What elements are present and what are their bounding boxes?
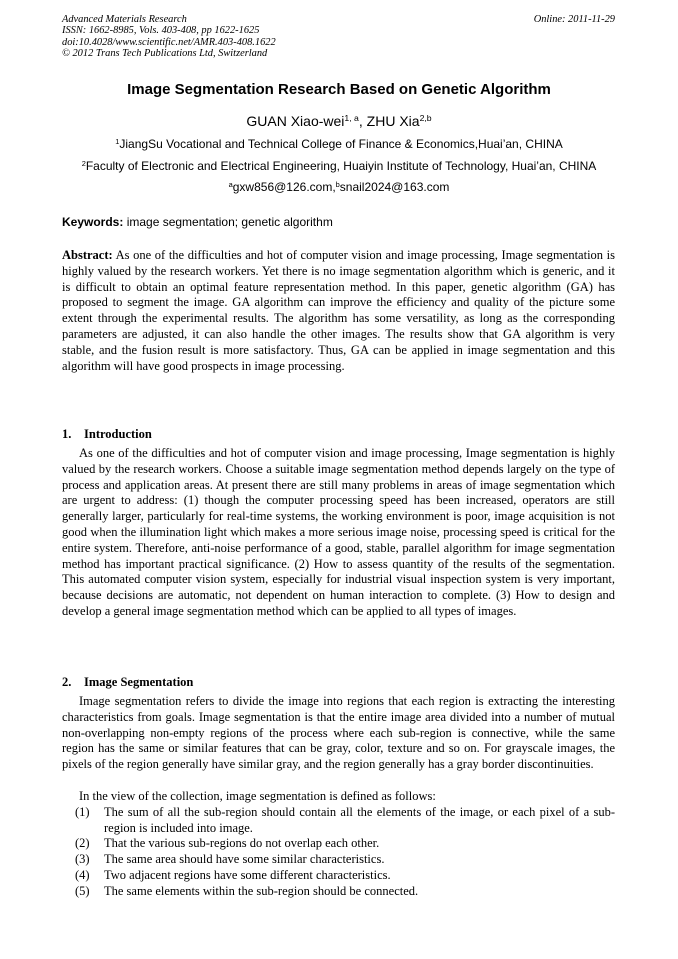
section-1-number: 1. xyxy=(62,427,72,441)
affiliation-2 xyxy=(0,159,678,173)
list-item xyxy=(62,805,615,837)
journal-header xyxy=(62,14,615,60)
section-2-number: 2. xyxy=(62,675,72,689)
list-item-number: (5) xyxy=(75,883,90,898)
list-item-number: (1) xyxy=(75,804,90,819)
keywords-label: Keywords: xyxy=(62,215,124,229)
affiliation-2-sup: 2 xyxy=(81,158,86,168)
list-item-text: Two adjacent regions have some different characteristics. xyxy=(104,867,391,882)
list-item-number: (3) xyxy=(75,852,90,867)
author-1-sup: 1, a xyxy=(344,113,359,124)
abstract xyxy=(62,248,615,374)
author-line xyxy=(0,113,678,129)
keywords-text: image segmentation; genetic algorithm xyxy=(123,215,333,229)
list-item-text: That the various sub-regions do not overlap each other. xyxy=(104,836,380,851)
paper-title: Image Segmentation Research Based on Genetic Algorithm xyxy=(127,81,551,98)
list-item-text: The same elements within the sub-region should be connected. xyxy=(104,883,419,898)
author-2-sup: 2,b xyxy=(419,113,432,124)
keywords xyxy=(62,215,333,229)
section-2-title: Image Segmentation xyxy=(84,675,194,689)
definition-list xyxy=(62,789,615,900)
email-b: snail2024@163.com xyxy=(339,180,450,194)
email-a-sup: a xyxy=(228,179,233,189)
list-item-number: (4) xyxy=(75,867,90,882)
section-1-heading xyxy=(62,427,152,442)
list-item-text: The sum of all the sub-region should contain all the elements of the image, or each pixel of a sub-region is included into image. xyxy=(104,804,615,835)
section-2-body: Image segmentation refers to divide the image into regions that each region is extracting the interesting characteristics from goals. Image segmentation is that the entire image area divided into a number of mutual non-overlapping non-empty regions of the process where each sub-region is connective, while the same region has the same or similar features that can be gray, color, texture and so on. For grayscale images, the pixels of the region generally have similar gray, and the region generally has a gray border discontinuities. xyxy=(62,694,615,772)
email-line xyxy=(0,180,678,194)
copyright-line: © 2012 Trans Tech Publications Ltd, Switzerland xyxy=(62,48,268,60)
email-a: gxw856@126.com, xyxy=(232,180,336,194)
list-item-text: The same area should have some similar characteristics. xyxy=(104,852,385,867)
affiliation-2-text: Faculty of Electronic and Electrical Engineering, Huaiyin Institute of Technology, Huai’an, CHINA xyxy=(85,159,597,173)
issn-line: ISSN: 1662-8985, Vols. 403-408, pp 1622-1625 xyxy=(62,25,260,37)
section-1-body: As one of the difficulties and hot of computer vision and image processing, Image segmentation is highly valued by the research workers. Choose a suitable image segmentation method depends largely on the type of process and application areas. At present there are still many problems in areas of image segmentation which are urgent to address: (1) though the computer processing speed has been increased, operators are still generally larger, particularly for real-time systems, the working environment is poor, image acquisition is not good when the illumination light which makes a more serious image noise, processing speed is critical for the entire system. Therefore, anti-noise performance of a good, stable, parallel algorithm for image segmentation method has important practical significance. (2) How to assess quantity of the results of the segmentation. This automated computer vision system, especially for industrial visual inspection system is very important, because decisions are automatic, not dependent on human interaction to complete. (3) How to design and develop a general image segmentation method which can be applied to all types of images. xyxy=(62,446,615,618)
list-item xyxy=(62,852,615,868)
author-1: GUAN Xiao-wei xyxy=(246,113,345,129)
affiliation-1-sup: 1 xyxy=(115,136,120,146)
author-separator: , xyxy=(358,113,367,129)
doi-line: doi:10.4028/www.scientific.net/AMR.403-408.1622 xyxy=(62,36,276,48)
affiliation-1-text: JiangSu Vocational and Technical College of Finance & Economics,Huai’an, CHINA xyxy=(119,137,563,151)
email-b-sup: b xyxy=(335,179,340,189)
affiliation-1 xyxy=(0,137,678,151)
author-2: ZHU Xia xyxy=(366,113,420,129)
list-item xyxy=(62,836,615,852)
abstract-text: As one of the difficulties and hot of computer vision and image processing, Image segmentation is highly valued by the research workers. Yet there is no image segmentation algorithm which is generic, and it is difficult to obtain an optimal feature representation method. In this paper, genetic algorithm (GA) has proposed to segment the image. GA algorithm can improve the efficiency and quality of the picture some extent through the experimental results. The algorithm has some versatility, as long as the corresponding parameters are adjusted, it can also handle the other images. The results show that GA algorithm is very stable, and the fusion result is more satisfactory. Thus, GA can be applied in image segmentation and this algorithm will have good prospects in image processing. xyxy=(62,248,615,373)
section-2-heading xyxy=(62,675,193,690)
definition-lead: In the view of the collection, image segmentation is defined as follows: xyxy=(79,789,436,803)
list-item xyxy=(62,884,615,900)
list-item xyxy=(62,868,615,884)
journal-name: Advanced Materials Research xyxy=(62,14,187,25)
abstract-label: Abstract: xyxy=(62,248,113,262)
section-1-title: Introduction xyxy=(84,427,152,441)
list-item-number: (2) xyxy=(75,836,90,851)
online-date: Online: 2011-11-29 xyxy=(533,14,615,25)
